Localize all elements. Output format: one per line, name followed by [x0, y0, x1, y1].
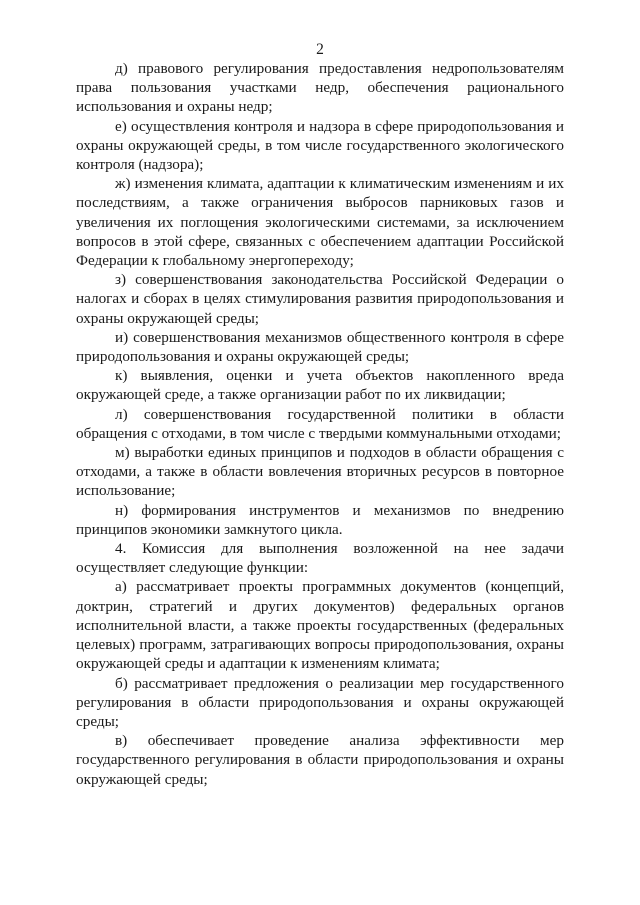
paragraph-d: д) правового регулирования предоставления недропользователям права пользования участками недр, обеспечения рационального использования и охраны недр;: [76, 60, 564, 116]
paragraph-zh: ж) изменения климата, адаптации к климатическим изменениям и их последствиям, а также ограничения выбросов парниковых газов и увеличения их поглощения экологическими системами, за исключением вопросов в этой сфере, связанных с обеспечением адаптации Российской Федерации к глобальному энергопереходу;: [76, 175, 564, 270]
paragraph-e: е) осуществления контроля и надзора в сфере природопользования и охраны окружающей среды, в том числе государственного экологического контроля (надзора);: [76, 117, 564, 174]
paragraph-z: з) совершенствования законодательства Российской Федерации о налогах и сборах в целях стимулирования развития природопользования и охраны окружающей среды;: [76, 271, 564, 327]
paragraph-a: а) рассматривает проекты программных документов (концепций, доктрин, стратегий и других документов) федеральных органов исполнительной власти, а также проекты государственных (федеральных целевых) программ, затрагивающих вопросы природопользования, охраны окружающей среды и адаптации к изменениям климата;: [76, 578, 564, 673]
paragraph-b: б) рассматривает предложения о реализации мер государственного регулирования в области природопользования и охраны окружающей среды;: [76, 674, 564, 730]
document-body: [76, 59, 564, 789]
page-number: 2: [316, 41, 324, 58]
paragraph-m: м) выработки единых принципов и подходов в области обращения с отходами, а также в области вовлечения вторичных ресурсов в повторное использование;: [76, 444, 564, 500]
paragraph-item-4: 4. Комиссия для выполнения возложенной на нее задачи осуществляет следующие функции:: [76, 540, 564, 577]
paragraph-v: в) обеспечивает проведение анализа эффективности мер государственного регулирования в области природопользования и охраны окружающей среды;: [76, 732, 564, 788]
paragraph-k: к) выявления, оценки и учета объектов накопленного вреда окружающей среде, а также организации работ по их ликвидации;: [76, 367, 564, 404]
paragraph-l: л) совершенствования государственной политики в области обращения с отходами, в том числе с твердыми коммунальными отходами;: [76, 405, 564, 442]
paragraph-n: н) формирования инструментов и механизмов по внедрению принципов экономики замкнутого цикла.: [76, 501, 564, 538]
paragraph-i: и) совершенствования механизмов общественного контроля в сфере природопользования и охраны окружающей среды;: [76, 328, 564, 366]
